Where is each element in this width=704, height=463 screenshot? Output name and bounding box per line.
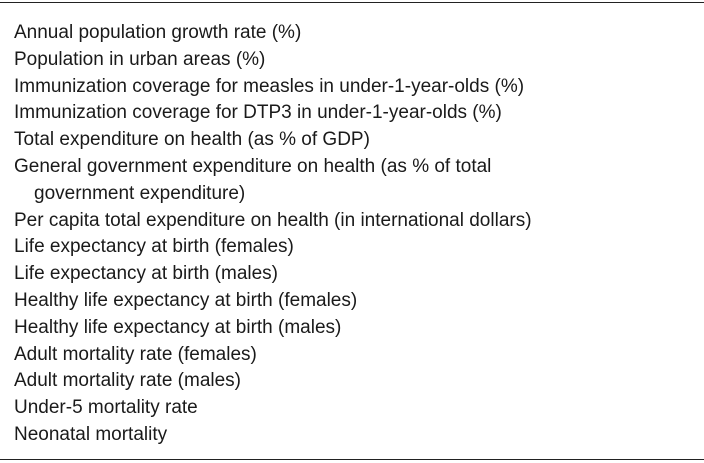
indicator-label: Immunization coverage for DTP3 in under-1-year-olds (%) [14, 102, 502, 124]
indicator-label: Annual population growth rate (%) [14, 22, 302, 43]
indicator-label: Life expectancy at birth (females) [14, 236, 294, 258]
indicator-label: Per capita total expenditure on health (in international dollars) [14, 209, 532, 231]
indicator-row [14, 368, 532, 395]
indicator-row [14, 74, 532, 101]
indicator-list [14, 20, 532, 449]
indicator-row [14, 154, 532, 208]
indicator-row [14, 261, 532, 288]
indicator-label: Adult mortality rate (males) [14, 370, 242, 392]
indicator-row [14, 234, 532, 261]
indicator-label: General government expenditure on health (as % of total [14, 155, 492, 177]
indicator-label: Total expenditure on health (as % of GDP) [14, 129, 370, 151]
indicator-label: Neonatal mortality [14, 423, 168, 445]
indicator-row [14, 342, 532, 369]
indicator-row [14, 127, 532, 154]
indicator-row [14, 395, 532, 422]
indicator-row [14, 100, 532, 127]
table-top-rule [0, 2, 704, 3]
indicator-label: Under-5 mortality rate [14, 397, 198, 419]
indicator-label-continuation: government expenditure) [34, 182, 246, 204]
indicator-label: Immunization coverage for measles in under-1-year-olds (%) [14, 75, 525, 97]
indicator-row [14, 315, 532, 342]
indicator-label: Life expectancy at birth (males) [14, 263, 279, 285]
indicator-row [14, 20, 532, 47]
indicator-label: Population in urban areas (%) [14, 48, 266, 70]
indicator-row [14, 208, 532, 235]
table-bottom-rule [0, 459, 704, 460]
indicator-label: Healthy life expectancy at birth (males) [14, 316, 342, 338]
indicator-label: Adult mortality rate (females) [14, 343, 257, 365]
indicator-row [14, 47, 532, 74]
indicator-row [14, 422, 532, 449]
indicator-label: Healthy life expectancy at birth (females) [14, 289, 358, 311]
indicator-row [14, 288, 532, 315]
